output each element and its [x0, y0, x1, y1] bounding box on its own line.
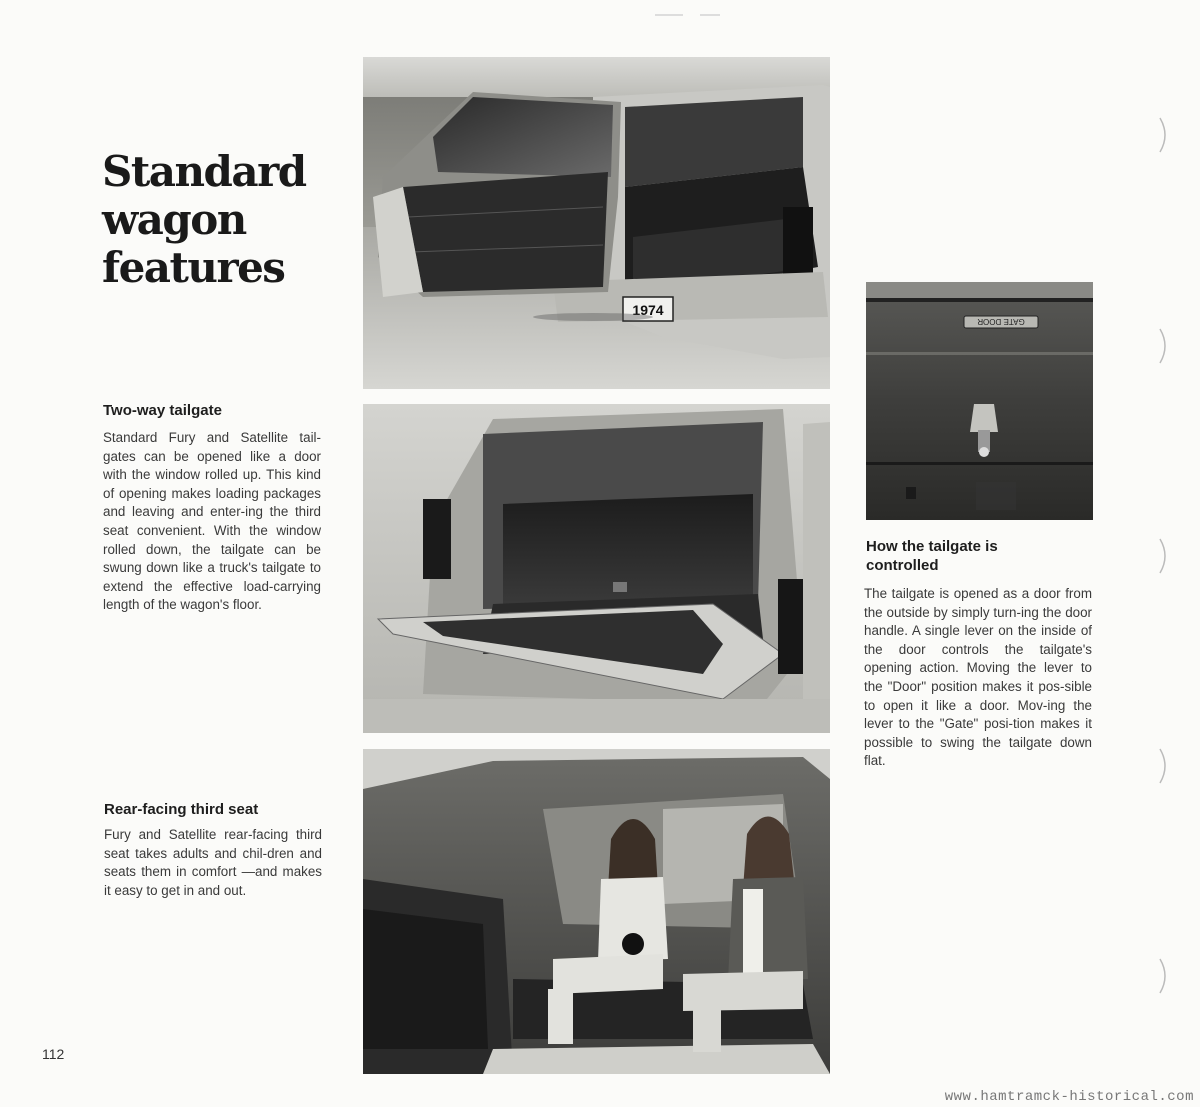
third-seat-body: Fury and Satellite rear-facing third seat takes adults and chil-dren and seats them in comfort —and makes it easy to get in and out.: [104, 827, 322, 898]
photo-tailgate-handle-image: [866, 282, 1093, 520]
title-line: features: [102, 243, 285, 292]
title-line: Standard: [102, 147, 306, 196]
photo-third-seat-image: [363, 749, 830, 1074]
title-line: wagon: [102, 195, 246, 244]
binder-tab-mark: [1158, 538, 1172, 574]
heading-line: How the tailgate is: [866, 538, 998, 555]
binder-tab-mark: [1158, 958, 1172, 994]
heading-line: controlled: [866, 557, 939, 574]
control-heading: [866, 537, 998, 575]
top-crop-mark: [655, 14, 683, 16]
photo-tailgate-down-image: [363, 404, 830, 733]
gate-door-badge-text: GATE DOOR: [977, 317, 1025, 326]
binder-tab-mark: [1158, 748, 1172, 784]
binder-tab-mark: [1158, 328, 1172, 364]
tailgate-heading: Two-way tailgate: [103, 402, 222, 419]
photo-tailgate-handle: [866, 282, 1093, 520]
page-title: [102, 148, 306, 292]
photo-tailgate-door-open-image: [363, 57, 830, 389]
tailgate-body: Standard Fury and Satellite tail-gates can be opened like a door with the window rolled up. This kind of opening makes loading packages and leaving and enter-ing the third seat convenient. With the window rolled down, the tailgate can be swung down like a truck's tailgate to extend the effective load-carrying length of the wagon's floor.: [103, 430, 321, 613]
binder-tab-mark: [1158, 117, 1172, 153]
license-plate-text: 1974: [632, 302, 664, 318]
control-body: The tailgate is opened as a door from the outside by simply turn-ing the door handle. A single lever on the inside of the door controls the tailgate's opening action. Moving the lever to the "Door" position makes it pos-sible to open it like a door. Mov-ing the lever to the "Gate" posi-tion makes it possible to swing the tailgate down flat.: [864, 586, 1092, 769]
photo-tailgate-down: [363, 404, 830, 733]
page-number: 112: [42, 1046, 65, 1062]
third-seat-heading: Rear-facing third seat: [104, 801, 259, 818]
photo-third-seat: [363, 749, 830, 1074]
top-crop-mark: [700, 14, 720, 16]
watermark: www.hamtramck-historical.com: [944, 1089, 1194, 1105]
photo-tailgate-door-open: [363, 57, 830, 389]
